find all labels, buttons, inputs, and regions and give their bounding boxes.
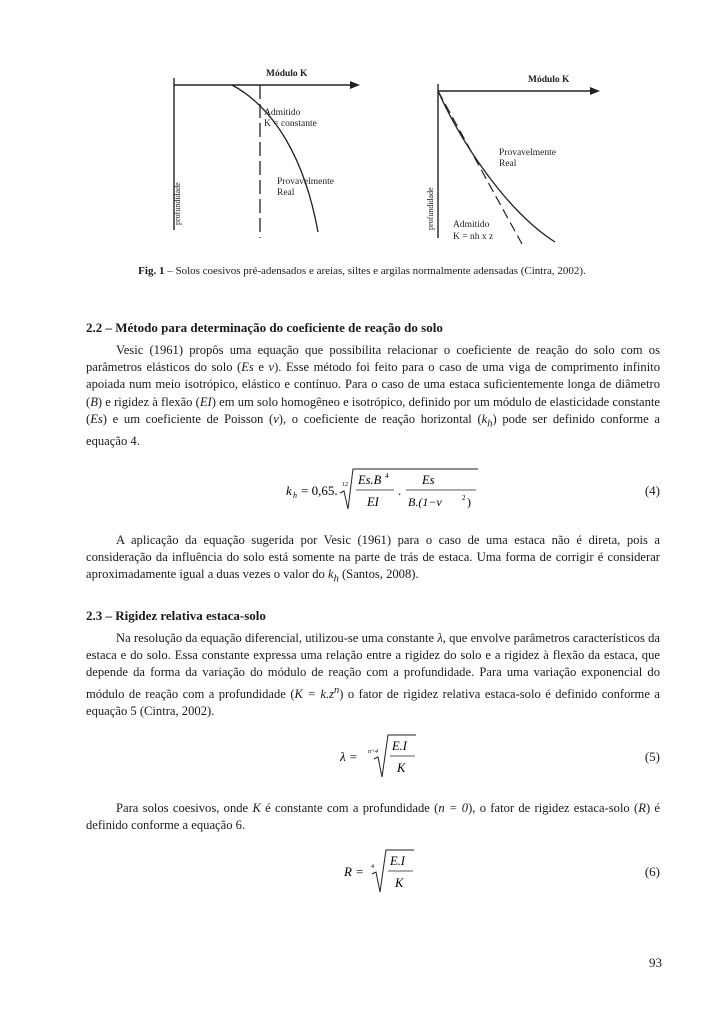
equation-5-formula bbox=[336, 730, 476, 784]
axis-arrow-icon bbox=[350, 81, 360, 89]
text-run: ) é definido conforme a equação 6. bbox=[86, 801, 661, 833]
real-label-a: Provavelmente bbox=[499, 148, 556, 158]
text-run: Vesic (1961) propôs uma equação que possibilita relacionar o coeficiente de reação do solo com os parâmetros elásticos do solo ( bbox=[86, 343, 660, 375]
math-symbol: Es bbox=[90, 411, 103, 426]
svg-text:4: 4 bbox=[385, 471, 389, 480]
svg-text:B.(1−ν: B.(1−ν bbox=[408, 494, 442, 509]
admitido-label-a: Admitido bbox=[264, 108, 301, 118]
math-symbol: Es bbox=[241, 360, 254, 375]
page-number: 93 bbox=[649, 955, 662, 970]
axis-label: Módulo K bbox=[266, 69, 308, 79]
real-label-b: Real bbox=[277, 188, 295, 198]
text-run: ) pode ser definido conforme a equação 4. bbox=[86, 411, 660, 448]
svg-text:Es: Es bbox=[422, 472, 435, 487]
svg-text:λ =: λ = bbox=[340, 749, 358, 765]
math-symbol: K = k.z bbox=[294, 686, 334, 701]
depth-label: profundidade bbox=[426, 187, 435, 230]
svg-text:12: 12 bbox=[342, 481, 348, 488]
admitido-label-b: K = nh x z bbox=[453, 232, 494, 242]
text-run: ). Esse método foi feito para o caso de uma viga de comprimento infinito apoiada num meio isotrópico, elástico e contínuo. Para o caso de uma estaca suficientemente longa de diâmetro ( bbox=[86, 360, 661, 409]
math-subscript: h bbox=[487, 418, 493, 430]
section-2-2 bbox=[86, 320, 660, 588]
figure-1 bbox=[0, 60, 724, 260]
math-subscript: h bbox=[333, 573, 339, 585]
math-symbol: n = 0 bbox=[438, 801, 469, 816]
equation-4-formula bbox=[282, 464, 502, 518]
math-symbol: λ bbox=[437, 631, 443, 645]
figure-caption-label: Fig. 1 bbox=[138, 265, 165, 277]
section-2-3 bbox=[86, 608, 660, 899]
text-run: , que envolve parâmetros característicos da estaca e do solo. Essa constante expressa uma relação entre a rigidez do solo e a rigidez à flexão da estaca, que depende da forma da variação do módulo de reação com a profundidade. Para uma variação exponencial do módulo de reação com a profundidade ( bbox=[86, 631, 660, 701]
paragraph bbox=[86, 342, 660, 450]
equation-6-formula bbox=[340, 845, 480, 899]
paragraph bbox=[86, 532, 660, 588]
math-symbol: ν bbox=[273, 411, 279, 426]
text-run: Na resolução da equação diferencial, utilizou-se uma constante bbox=[116, 631, 438, 645]
svg-text:k: k bbox=[286, 482, 292, 498]
paragraph bbox=[86, 630, 660, 720]
equation-number: (6) bbox=[644, 863, 660, 879]
section-title: 2.2 – Método para determinação do coeficiente de reação do solo bbox=[86, 320, 443, 335]
math-symbol: k bbox=[328, 567, 334, 582]
svg-text:R =: R = bbox=[344, 863, 364, 879]
svg-text:EI: EI bbox=[367, 494, 379, 509]
svg-text:K: K bbox=[397, 761, 406, 776]
diagram-right bbox=[420, 60, 620, 250]
svg-text:= 0,65.: = 0,65. bbox=[301, 482, 338, 498]
math-symbol: EI bbox=[199, 394, 212, 409]
equation-number: (4) bbox=[644, 482, 660, 498]
real-label-a: Provavelmente bbox=[277, 177, 334, 187]
text-run: ) em um solo homogêneo e isotrópico, definido por um módulo de elasticidade constante ( bbox=[86, 394, 660, 426]
figure-caption bbox=[0, 265, 724, 277]
diagram-left bbox=[160, 60, 390, 245]
svg-text:E.I: E.I bbox=[392, 739, 407, 754]
text-run: Para solos coesivos, onde bbox=[116, 801, 253, 816]
text-run: (Santos, 2008). bbox=[338, 567, 419, 582]
admitido-label-a: Admitido bbox=[453, 220, 490, 230]
svg-text:Es.B: Es.B bbox=[358, 472, 382, 487]
svg-text:.: . bbox=[398, 482, 402, 498]
svg-text:K: K bbox=[395, 875, 404, 890]
section-title: 2.3 – Rigidez relativa estaca-solo bbox=[86, 608, 266, 623]
svg-text:4: 4 bbox=[371, 863, 374, 870]
text-run: A aplicação da equação sugerida por Vesic (1961) para o caso de uma estaca não é direta, pois a consideração da influência do solo está somente na parte de trás de estaca. Uma forma de corrigir é considerar aproximadamente igual a duas vezes o valor do bbox=[86, 532, 660, 582]
equation-number: (5) bbox=[644, 749, 660, 765]
math-symbol: B bbox=[90, 394, 98, 409]
text-run: é constante com a profundidade ( bbox=[260, 801, 439, 816]
text-run: ) e rigidez à flexão ( bbox=[97, 394, 200, 409]
svg-text:E.I: E.I bbox=[390, 853, 405, 868]
axis-label: Módulo K bbox=[528, 75, 570, 85]
text-run: ), o coeficiente de reação horizontal ( bbox=[278, 411, 482, 426]
admitido-label-b: K = constante bbox=[264, 119, 317, 129]
figure-caption-text: – Solos coesivos pré-adensados e areias, siltes e argilas normalmente adensadas (Cintra, 2002). bbox=[164, 265, 586, 277]
paragraph bbox=[86, 800, 660, 834]
text-run: ) e um coeficiente de Poisson ( bbox=[102, 411, 274, 426]
text-run: ), o fator de rigidez estaca-solo ( bbox=[468, 801, 639, 816]
math-symbol: R bbox=[638, 801, 646, 816]
svg-text:): ) bbox=[467, 494, 471, 509]
svg-text:n+4: n+4 bbox=[368, 749, 379, 756]
equation-6 bbox=[86, 845, 660, 899]
math-superscript: n bbox=[334, 684, 340, 696]
math-symbol: k bbox=[481, 411, 488, 426]
svg-text:h: h bbox=[293, 490, 297, 500]
real-label-b: Real bbox=[499, 159, 517, 169]
equation-5 bbox=[86, 730, 660, 784]
axis-arrow-icon bbox=[590, 87, 600, 95]
equation-4 bbox=[86, 464, 660, 518]
depth-label: profundidade bbox=[173, 182, 182, 225]
text-run: e bbox=[253, 360, 269, 375]
math-symbol: K bbox=[252, 801, 261, 816]
math-symbol: ν bbox=[268, 360, 275, 375]
text-run: ) o fator de rigidez relativa estaca-solo é definido conforme a equação 5 (Cintra, 2002). bbox=[86, 686, 660, 718]
svg-text:2: 2 bbox=[462, 493, 466, 502]
